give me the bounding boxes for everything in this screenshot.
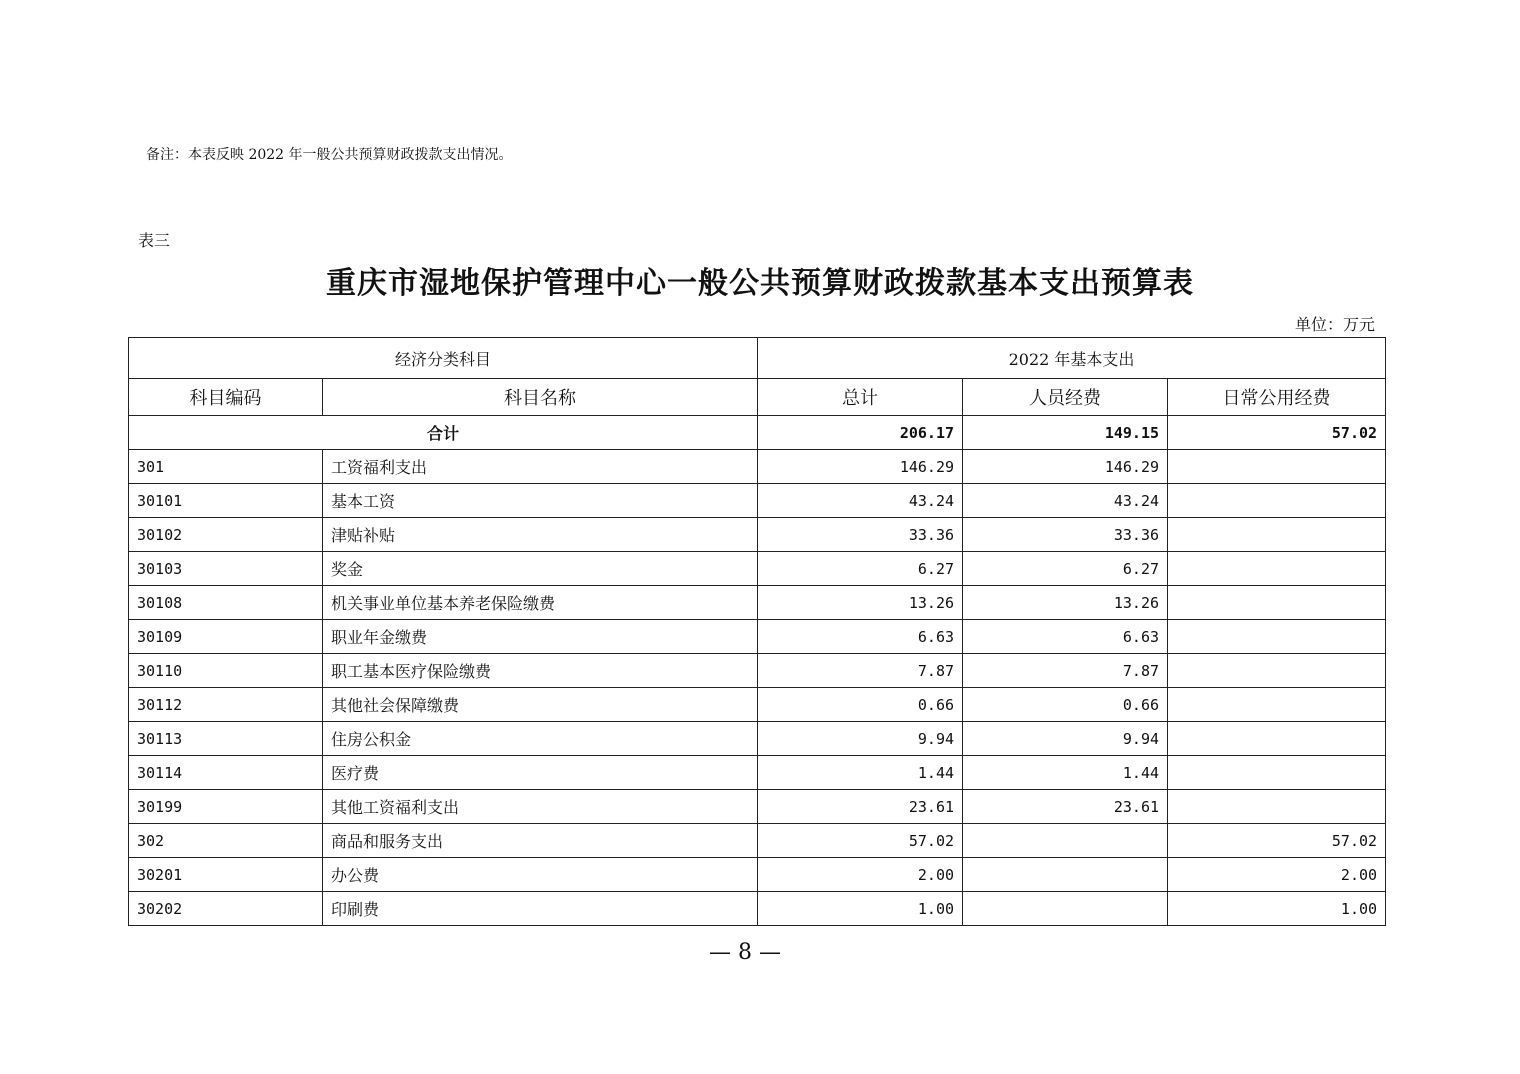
row-public (1168, 586, 1386, 620)
table-row (129, 450, 1386, 484)
header-total: 总计 (758, 379, 963, 416)
row-name: 职业年金缴费 (323, 620, 758, 654)
row-personnel: 1.44 (963, 756, 1168, 790)
header-name: 科目名称 (323, 379, 758, 416)
row-name: 其他工资福利支出 (323, 790, 758, 824)
row-public (1168, 620, 1386, 654)
header-row-columns (129, 379, 1386, 416)
row-code: 30103 (129, 552, 323, 586)
row-personnel: 7.87 (963, 654, 1168, 688)
row-code: 302 (129, 824, 323, 858)
row-total: 2.00 (758, 858, 963, 892)
header-code: 科目编码 (129, 379, 323, 416)
row-personnel: 33.36 (963, 518, 1168, 552)
row-name: 机关事业单位基本养老保险缴费 (323, 586, 758, 620)
table-row (129, 552, 1386, 586)
table-row (129, 654, 1386, 688)
total-public: 57.02 (1168, 416, 1386, 450)
row-total: 146.29 (758, 450, 963, 484)
row-personnel: 43.24 (963, 484, 1168, 518)
header-row-group (129, 338, 1386, 379)
row-personnel: 6.63 (963, 620, 1168, 654)
row-code: 301 (129, 450, 323, 484)
row-code: 30113 (129, 722, 323, 756)
total-row (129, 416, 1386, 450)
table-row (129, 756, 1386, 790)
row-total: 6.63 (758, 620, 963, 654)
row-code: 30109 (129, 620, 323, 654)
header-personnel: 人员经费 (963, 379, 1168, 416)
header-public: 日常公用经费 (1168, 379, 1386, 416)
row-public: 57.02 (1168, 824, 1386, 858)
budget-table (128, 337, 1386, 926)
row-personnel: 9.94 (963, 722, 1168, 756)
table-row (129, 824, 1386, 858)
header-basic-expenditure: 2022 年基本支出 (758, 338, 1386, 379)
table-row (129, 620, 1386, 654)
row-personnel: 0.66 (963, 688, 1168, 722)
table-row (129, 892, 1386, 926)
row-personnel: 13.26 (963, 586, 1168, 620)
row-name: 奖金 (323, 552, 758, 586)
table-row (129, 790, 1386, 824)
page-number: — 8 — (709, 940, 781, 965)
row-public (1168, 790, 1386, 824)
row-personnel: 23.61 (963, 790, 1168, 824)
row-personnel: 6.27 (963, 552, 1168, 586)
table-row (129, 484, 1386, 518)
row-public (1168, 722, 1386, 756)
row-total: 23.61 (758, 790, 963, 824)
row-name: 住房公积金 (323, 722, 758, 756)
row-code: 30114 (129, 756, 323, 790)
row-name: 商品和服务支出 (323, 824, 758, 858)
row-public (1168, 654, 1386, 688)
row-total: 1.00 (758, 892, 963, 926)
total-personnel: 149.15 (963, 416, 1168, 450)
row-code: 30202 (129, 892, 323, 926)
row-public (1168, 756, 1386, 790)
row-personnel (963, 824, 1168, 858)
row-code: 30112 (129, 688, 323, 722)
row-code: 30102 (129, 518, 323, 552)
row-total: 6.27 (758, 552, 963, 586)
row-name: 办公费 (323, 858, 758, 892)
row-name: 津贴补贴 (323, 518, 758, 552)
row-public (1168, 518, 1386, 552)
header-economic-category: 经济分类科目 (129, 338, 758, 379)
row-name: 印刷费 (323, 892, 758, 926)
row-public (1168, 688, 1386, 722)
row-public: 1.00 (1168, 892, 1386, 926)
row-total: 43.24 (758, 484, 963, 518)
footnote: 备注：本表反映 2022 年一般公共预算财政拨款支出情况。 (146, 147, 513, 163)
row-total: 7.87 (758, 654, 963, 688)
table-row (129, 586, 1386, 620)
page-title: 重庆市湿地保护管理中心一般公共预算财政拨款基本支出预算表 (326, 266, 1194, 301)
row-personnel (963, 892, 1168, 926)
table-row (129, 858, 1386, 892)
row-name: 其他社会保障缴费 (323, 688, 758, 722)
row-personnel (963, 858, 1168, 892)
row-public (1168, 484, 1386, 518)
row-name: 医疗费 (323, 756, 758, 790)
table-row (129, 722, 1386, 756)
row-total: 0.66 (758, 688, 963, 722)
table-row (129, 518, 1386, 552)
row-public (1168, 552, 1386, 586)
total-amount: 206.17 (758, 416, 963, 450)
row-total: 9.94 (758, 722, 963, 756)
row-public: 2.00 (1168, 858, 1386, 892)
row-personnel: 146.29 (963, 450, 1168, 484)
row-code: 30201 (129, 858, 323, 892)
row-public (1168, 450, 1386, 484)
row-name: 工资福利支出 (323, 450, 758, 484)
row-code: 30110 (129, 654, 323, 688)
row-total: 57.02 (758, 824, 963, 858)
row-total: 1.44 (758, 756, 963, 790)
table-label: 表三 (138, 231, 171, 250)
row-code: 30101 (129, 484, 323, 518)
unit-label: 单位：万元 (1294, 315, 1375, 334)
row-name: 职工基本医疗保险缴费 (323, 654, 758, 688)
row-total: 33.36 (758, 518, 963, 552)
row-code: 30108 (129, 586, 323, 620)
row-code: 30199 (129, 790, 323, 824)
row-name: 基本工资 (323, 484, 758, 518)
total-label: 合计 (129, 416, 758, 450)
table-row (129, 688, 1386, 722)
row-total: 13.26 (758, 586, 963, 620)
